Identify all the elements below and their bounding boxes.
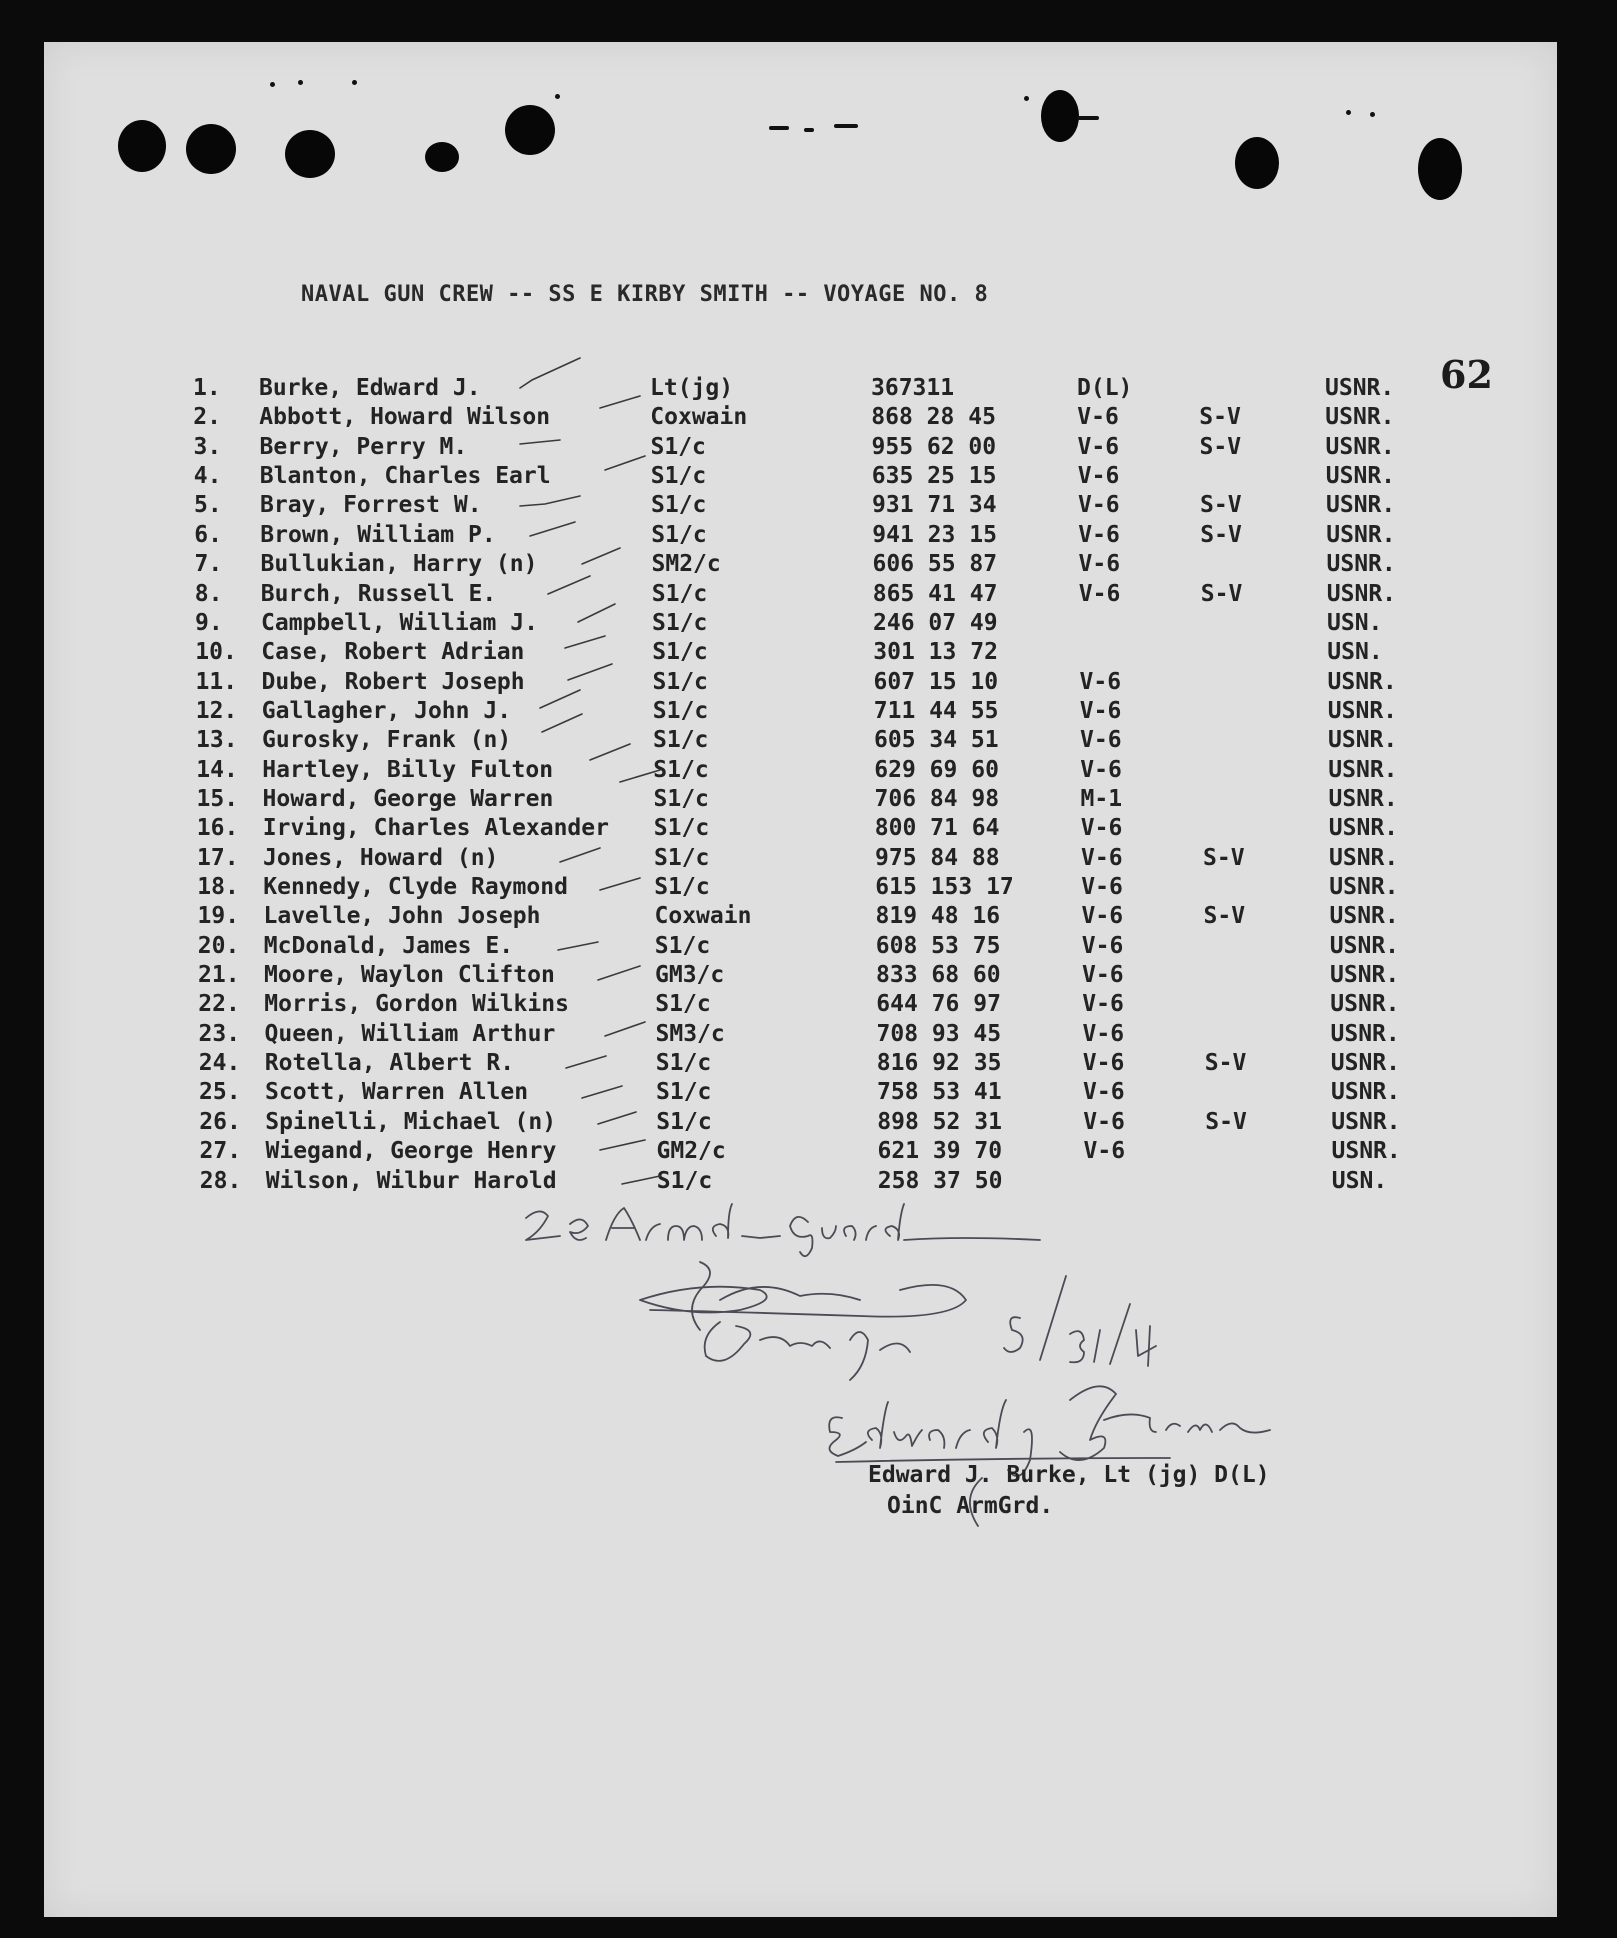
row-number: 12. xyxy=(195,697,238,724)
sv-designation: S-V xyxy=(1199,433,1242,460)
crew-name: Gurosky, Frank (n) xyxy=(262,727,512,754)
crew-class: V-6 xyxy=(1078,492,1120,519)
crew-rate: S1/c xyxy=(651,492,707,519)
service-number: 608 53 75 xyxy=(875,932,1001,959)
edge-mark xyxy=(555,94,560,99)
crew-name: Scott, Warren Allen xyxy=(265,1079,529,1106)
edge-mark xyxy=(298,80,303,85)
crew-class: V-6 xyxy=(1083,1079,1125,1106)
sv-designation: S-V xyxy=(1199,404,1241,431)
crew-class: V-6 xyxy=(1082,962,1124,988)
punch-hole xyxy=(505,105,555,155)
sv-designation: S-V xyxy=(1200,492,1242,519)
row-number: 2. xyxy=(193,404,221,431)
sv-designation: S-V xyxy=(1200,580,1243,607)
crew-name: Burke, Edward J. xyxy=(259,375,481,401)
service-branch: USNR. xyxy=(1328,815,1399,842)
crew-name: Irving, Charles Alexander xyxy=(262,815,609,842)
crew-class: V-6 xyxy=(1078,551,1121,578)
crew-name: Gallagher, John J. xyxy=(261,697,512,724)
row-number: 18. xyxy=(197,874,239,900)
punch-hole xyxy=(186,124,236,174)
crew-name: Burch, Russell E. xyxy=(260,580,497,607)
service-number: 367311 xyxy=(871,375,955,401)
edge-mark xyxy=(1024,96,1029,101)
service-branch: USNR. xyxy=(1331,1108,1401,1135)
crew-name: Dube, Robert Joseph xyxy=(261,668,525,695)
crew-rate: Coxwain xyxy=(654,903,752,930)
crew-name: Bray, Forrest W. xyxy=(260,492,482,519)
row-number: 24. xyxy=(198,1050,241,1077)
edge-mark xyxy=(1370,112,1375,117)
row-number: 15. xyxy=(196,785,239,812)
crew-rate: S1/c xyxy=(650,433,706,460)
crew-rate: S1/c xyxy=(654,932,711,959)
punch-hole xyxy=(118,120,166,172)
service-number: 800 71 64 xyxy=(874,815,1000,842)
crew-class: V-6 xyxy=(1081,844,1123,871)
service-number: 644 76 97 xyxy=(876,991,1001,1018)
service-branch: USNR. xyxy=(1330,991,1400,1018)
crew-class: V-6 xyxy=(1082,1020,1125,1047)
crew-rate: Lt(jg) xyxy=(650,375,734,401)
row-number: 3. xyxy=(193,433,222,460)
row-number: 14. xyxy=(196,756,238,783)
service-number: 301 13 72 xyxy=(873,639,998,666)
service-number: 816 92 35 xyxy=(876,1050,1002,1077)
crew-rate: S1/c xyxy=(654,874,710,900)
crew-name: Lavelle, John Joseph xyxy=(263,903,541,930)
crew-name: Rotella, Albert R. xyxy=(264,1050,515,1077)
crew-rate: S1/c xyxy=(650,463,707,490)
crew-name: Brown, William P. xyxy=(260,521,496,548)
crew-name: Bullukian, Harry (n) xyxy=(260,551,538,578)
sv-designation: S-V xyxy=(1205,1108,1247,1135)
crew-name: Abbott, Howard Wilson xyxy=(259,404,551,431)
service-number: 605 34 51 xyxy=(874,727,999,754)
crew-rate: GM3/c xyxy=(655,962,725,988)
row-number: 11. xyxy=(195,668,238,695)
signature-typed-name: Edward J. Burke, Lt (jg) D(L) xyxy=(868,1462,1270,1488)
edge-mark xyxy=(1346,110,1351,115)
service-branch: USNR. xyxy=(1329,932,1400,959)
crew-rate: Coxwain xyxy=(650,404,748,431)
crew-rate: S1/c xyxy=(653,727,709,754)
service-number: 819 48 16 xyxy=(875,903,1001,930)
service-branch: USNR. xyxy=(1331,1138,1401,1165)
document-title: NAVAL GUN CREW -- SS E KIRBY SMITH -- VOYAGE NO. 8 xyxy=(301,282,989,307)
punch-hole xyxy=(425,142,459,172)
crew-name: McDonald, James E. xyxy=(263,932,514,959)
row-number: 5. xyxy=(194,492,222,519)
crew-rate: SM2/c xyxy=(651,551,721,578)
signature-title: OinC ArmGrd. xyxy=(887,1493,1054,1519)
crew-name: Wilson, Wilbur Harold xyxy=(265,1167,557,1194)
service-branch: USNR. xyxy=(1330,1050,1401,1077)
edge-mark xyxy=(352,80,357,85)
service-number: 615 153 17 xyxy=(875,874,1014,900)
crew-class: M-1 xyxy=(1080,785,1123,812)
service-number: 833 68 60 xyxy=(876,962,1001,988)
punch-hole xyxy=(1418,138,1462,200)
service-number: 708 93 45 xyxy=(876,1020,1002,1047)
service-branch: USNR. xyxy=(1326,551,1396,578)
edge-mark xyxy=(270,82,275,87)
crew-rate: S1/c xyxy=(653,815,710,842)
punch-hole xyxy=(1041,90,1079,142)
crew-name: Howard, George Warren xyxy=(262,785,554,812)
row-number: 27. xyxy=(199,1138,242,1165)
crew-class: V-6 xyxy=(1078,580,1121,607)
service-number: 706 84 98 xyxy=(874,785,1000,812)
row-number: 9. xyxy=(195,609,223,636)
crew-name: Hartley, Billy Fulton xyxy=(262,756,554,783)
row-number: 26. xyxy=(199,1108,241,1135)
edge-mark xyxy=(1077,116,1099,120)
crew-class: V-6 xyxy=(1082,991,1124,1018)
service-branch: USNR. xyxy=(1328,727,1398,754)
crew-name: Queen, William Arthur xyxy=(264,1020,556,1047)
service-branch: USNR. xyxy=(1325,463,1396,490)
crew-name: Berry, Perry M. xyxy=(259,433,468,460)
service-number: 975 84 88 xyxy=(875,844,1000,871)
crew-rate: S1/c xyxy=(656,1167,713,1194)
crew-rate: S1/c xyxy=(653,785,709,812)
crew-name: Wiegand, George Henry xyxy=(265,1138,557,1165)
service-number: 258 37 50 xyxy=(877,1167,1003,1194)
crew-name: Case, Robert Adrian xyxy=(261,639,525,666)
crew-name: Kennedy, Clyde Raymond xyxy=(263,874,568,900)
crew-class: V-6 xyxy=(1081,903,1124,930)
service-number: 635 25 15 xyxy=(871,463,997,490)
row-number: 13. xyxy=(196,727,238,754)
crew-class: V-6 xyxy=(1079,668,1122,695)
service-branch: USN. xyxy=(1327,609,1383,636)
crew-class: V-6 xyxy=(1083,1108,1125,1135)
crew-name: Spinelli, Michael (n) xyxy=(265,1108,557,1135)
crew-rate: S1/c xyxy=(654,844,710,871)
crew-class: V-6 xyxy=(1078,521,1120,548)
service-number: 711 44 55 xyxy=(873,697,999,724)
sv-designation: S-V xyxy=(1204,1050,1247,1077)
service-branch: USNR. xyxy=(1329,903,1399,930)
crew-rate: GM2/c xyxy=(656,1138,726,1165)
crew-name: Jones, Howard (n) xyxy=(263,844,499,871)
service-number: 931 71 34 xyxy=(872,492,997,519)
service-branch: USNR. xyxy=(1326,492,1396,519)
row-number: 1. xyxy=(193,375,221,401)
service-number: 621 39 70 xyxy=(877,1138,1003,1165)
service-branch: USNR. xyxy=(1326,521,1396,548)
row-number: 17. xyxy=(197,844,239,871)
service-branch: USNR. xyxy=(1328,756,1398,783)
crew-rate: S1/c xyxy=(652,697,709,724)
crew-class: V-6 xyxy=(1077,433,1120,460)
row-number: 7. xyxy=(194,551,223,578)
service-branch: USNR. xyxy=(1326,580,1397,607)
crew-class: V-6 xyxy=(1080,815,1123,842)
crew-rate: S1/c xyxy=(652,639,708,666)
crew-name: Blanton, Charles Earl xyxy=(259,463,551,490)
page-number: 62 xyxy=(1440,352,1493,397)
service-number: 941 23 15 xyxy=(872,521,997,548)
crew-rate: S1/c xyxy=(653,756,709,783)
row-number: 6. xyxy=(194,521,222,548)
service-number: 758 53 41 xyxy=(877,1079,1002,1106)
service-number: 246 07 49 xyxy=(873,609,998,636)
edge-mark xyxy=(804,128,814,132)
service-branch: USNR. xyxy=(1329,844,1399,871)
crew-class: V-6 xyxy=(1079,697,1122,724)
service-branch: USNR. xyxy=(1328,785,1398,812)
service-branch: USNR. xyxy=(1325,433,1395,460)
service-number: 606 55 87 xyxy=(872,551,998,578)
edge-mark xyxy=(834,124,858,128)
service-branch: USNR. xyxy=(1331,1079,1401,1106)
service-branch: USN. xyxy=(1327,639,1383,666)
row-number: 22. xyxy=(198,991,240,1018)
service-branch: USNR. xyxy=(1329,874,1399,900)
crew-name: Morris, Gordon Wilkins xyxy=(264,991,569,1018)
crew-rate: S1/c xyxy=(652,668,708,695)
row-number: 4. xyxy=(193,463,222,490)
crew-rate: S1/c xyxy=(656,1079,712,1106)
service-branch: USNR. xyxy=(1330,1020,1400,1047)
row-number: 21. xyxy=(198,962,240,988)
service-number: 898 52 31 xyxy=(877,1108,1002,1135)
row-number: 10. xyxy=(195,639,237,666)
service-branch: USNR. xyxy=(1330,962,1400,988)
row-number: 8. xyxy=(194,580,223,607)
row-number: 28. xyxy=(199,1167,242,1194)
service-number: 955 62 00 xyxy=(871,433,997,460)
crew-rate: S1/c xyxy=(651,580,708,607)
service-number: 865 41 47 xyxy=(872,580,998,607)
crew-class: V-6 xyxy=(1083,1138,1126,1165)
service-branch: USNR. xyxy=(1325,404,1395,431)
punch-hole xyxy=(1235,137,1279,189)
row-number: 16. xyxy=(196,815,239,842)
crew-class: V-6 xyxy=(1080,756,1122,783)
service-branch: USN. xyxy=(1331,1167,1388,1194)
crew-rate: SM3/c xyxy=(655,1020,725,1047)
sv-designation: S-V xyxy=(1203,844,1245,871)
service-number: 607 15 10 xyxy=(873,668,999,695)
crew-name: Moore, Waylon Clifton xyxy=(264,962,555,988)
row-number: 20. xyxy=(197,932,240,959)
service-number: 868 28 45 xyxy=(871,404,996,431)
crew-class: V-6 xyxy=(1081,932,1124,959)
crew-class: V-6 xyxy=(1077,404,1119,431)
sv-designation: S-V xyxy=(1200,521,1242,548)
service-number: 629 69 60 xyxy=(874,756,999,783)
crew-rate: S1/c xyxy=(655,1050,712,1077)
row-number: 23. xyxy=(198,1020,241,1047)
crew-name: Campbell, William J. xyxy=(261,609,538,636)
crew-class: V-6 xyxy=(1077,463,1120,490)
crew-rate: S1/c xyxy=(655,991,711,1018)
crew-rate: S1/c xyxy=(656,1108,712,1135)
edge-mark xyxy=(769,126,789,130)
service-branch: USNR. xyxy=(1327,668,1397,695)
crew-class: V-6 xyxy=(1080,727,1122,754)
crew-class: D(L) xyxy=(1077,375,1133,401)
service-branch: USNR. xyxy=(1327,697,1398,724)
crew-class: V-6 xyxy=(1082,1050,1125,1077)
crew-rate: S1/c xyxy=(652,609,708,636)
service-branch: USNR. xyxy=(1325,375,1395,401)
crew-class: V-6 xyxy=(1081,874,1123,900)
punch-hole xyxy=(285,130,335,178)
row-number: 19. xyxy=(197,903,240,930)
sv-designation: S-V xyxy=(1203,903,1246,930)
crew-rate: S1/c xyxy=(651,521,707,548)
row-number: 25. xyxy=(199,1079,241,1106)
